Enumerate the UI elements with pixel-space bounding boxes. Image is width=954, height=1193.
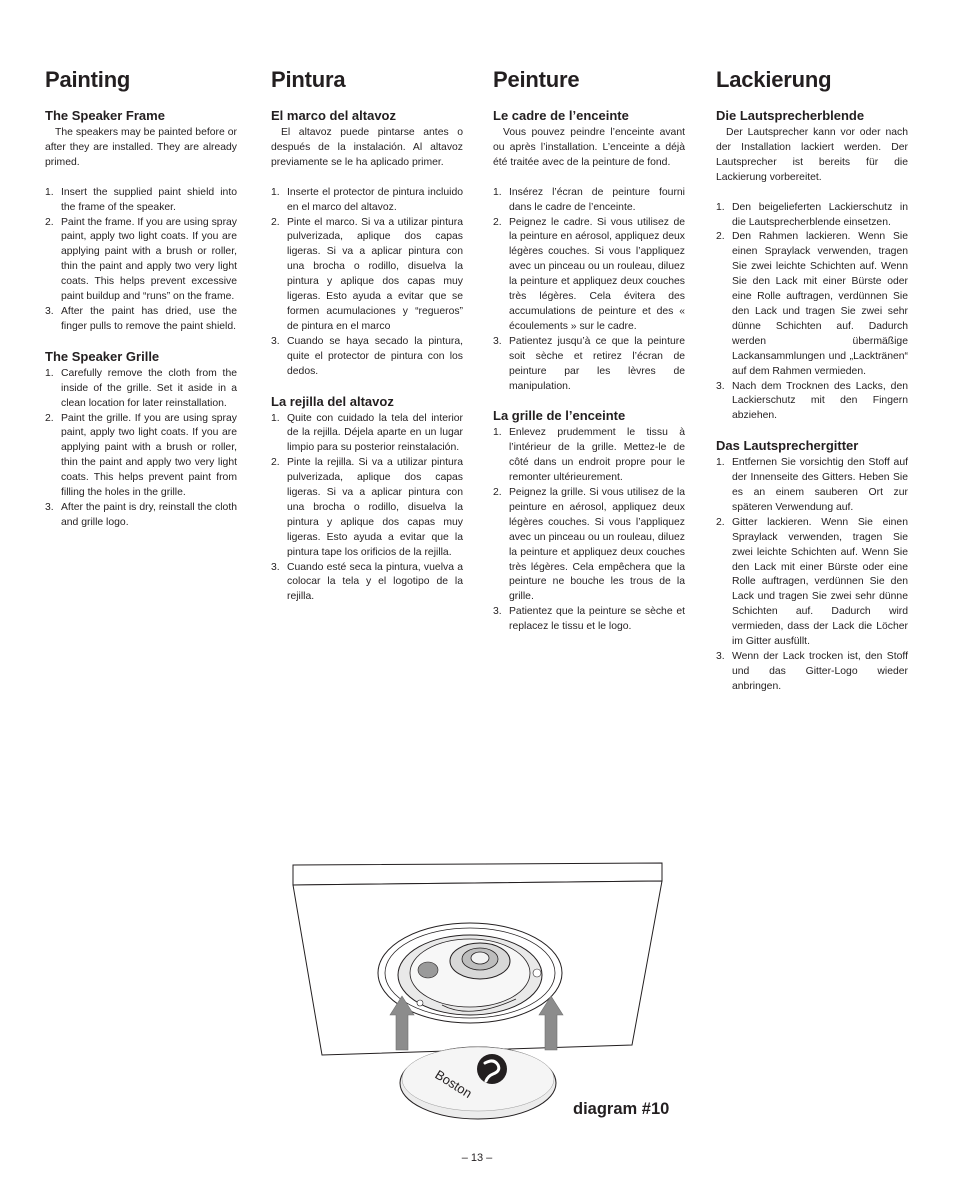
- list-item: 1. Quite con cuidado la tela del interior de la rejilla. Déjela aparte en un lugar limpio para su posterior reinstalación.: [271, 412, 463, 454]
- column-french: [493, 66, 685, 649]
- list-item: 1. Insert the supplied paint shield into the frame of the speaker.: [45, 186, 237, 213]
- boston-logo-icon: [477, 1054, 507, 1084]
- intro-paragraph: Vous pouvez peindre l’enceinte avant ou après l’installation. L’enceinte a déjà été traitée avec de la peinture de fond.: [493, 127, 685, 168]
- list-item: 3. After the paint has dried, use the finger pulls to remove the paint shield.: [45, 305, 237, 332]
- list-item: 2. Pinte la rejilla. Si va a utilizar pintura pulverizada, aplique dos capas ligeras. Si va a aplicar pintura con una brocha o rodillo, disuelva la pintura y aplique dos capas muy ligeras. Esto ayuda a evitar que la pintura tape los orificios de la rejilla.: [271, 457, 463, 558]
- step-list: [493, 186, 685, 395]
- diagram-label: diagram #10: [573, 1100, 670, 1118]
- list-item: 1. Enlevez prudemment le tissu à l’intérieur de la grille. Mettez-le de côté dans un endroit propre pour le remonter ultérieurement.: [493, 427, 685, 484]
- subsection-heading: La rejilla del altavoz: [271, 393, 394, 409]
- list-item: 2. Gitter lackieren. Wenn Sie einen Spraylack verwenden, tragen Sie zwei leichte Schichten auf. Wenn Sie den Lack mit einer Bürste oder eine Rolle auftragen, verdünnen Sie den Lack und tragen Sie zwei sehr dünne Schichten auf. Dadurch wird vermieden, dass der Lack die Löcher im Gitter ausfüllt.: [716, 516, 908, 648]
- step-list: [45, 186, 237, 335]
- step-list: [716, 456, 908, 695]
- list-item: 1. Entfernen Sie vorsichtig den Stoff auf der Innenseite des Gitters. Heben Sie es an einem sauberen Ort zur späteren Verwendung auf.: [716, 457, 908, 513]
- speaker-grille: [400, 1047, 556, 1119]
- step-list: [271, 186, 463, 380]
- intro-paragraph: Der Lautsprecher kann vor oder nach der Installation lackiert werden. Der Lautsprecher ist bereits für die Lackierung vorbereitet.: [716, 127, 908, 183]
- list-item: 1. Den beigelieferten Lackierschutz in die Lautsprecherblende einsetzen.: [716, 201, 908, 228]
- section-title: Pintura: [271, 67, 346, 92]
- list-item: 3. Patientez que la peinture se sèche et replacez le tissu et le logo.: [493, 606, 685, 633]
- subsection-heading: Das Lautsprechergitter: [716, 438, 859, 454]
- step-list: [493, 426, 685, 635]
- subsection-heading: Le cadre de l’enceinte: [493, 108, 629, 123]
- column-english: [45, 66, 237, 545]
- section-title: Painting: [45, 67, 131, 92]
- list-item: 2. Peignez la grille. Si vous utilisez de la peinture en aérosol, appliquez deux légères couches. Si vous l’appliquez avec un pinceau ou un rouleau, diluez la peinture et appliquez deux couches très légères. Cela empêchera que la peinture ne bouche les trous de la grille.: [493, 487, 685, 603]
- step-list: [271, 412, 463, 606]
- list-item: 2. Paint the frame. If you are using spray paint, apply two light coats. If you are applying paint with a brush or roller, thin the paint and apply two very light coats. This helps prevent excessive paint buildup and “runs” on the frame.: [45, 216, 237, 303]
- list-item: 2. Den Rahmen lackieren. Wenn Sie einen Spraylack verwenden, tragen Sie zwei leichte Schichten auf. Wenn Sie den Lack mit einer Bürste oder eine Rolle auftragen, verdünnen Sie den Lack und tragen Sie zwei sehr dünne Schichten auf. Dadurch werden übermäßige Lackansammlungen und „Lacktränen“ auf dem Rahmen vermieden.: [716, 231, 908, 377]
- step-list: [45, 367, 237, 531]
- subsection-heading: The Speaker Grille: [45, 348, 160, 364]
- list-item: 1. Carefully remove the cloth from the inside of the grille. Set it aside in a clean location for later reinstallation.: [45, 367, 237, 409]
- list-item: 2. Paint the grille. If you are using spray paint, apply two light coats. If you are applying paint with a brush or roller, thin the paint and apply two very light coats. This helps prevent paint from filling the holes in the grille.: [45, 412, 237, 499]
- intro-paragraph: El altavoz puede pintarse antes o después de la instalación. Al altavoz previamente se le ha aplicado primer.: [271, 127, 463, 168]
- step-list: [716, 201, 908, 425]
- list-item: 2. Peignez le cadre. Si vous utilisez de la peinture en aérosol, appliquez deux légères couches. Si vous l’appliquez avec un pinceau ou un rouleau, diluez la peinture et appliquez deux couches très légères. Cela évitera des accumulations de peinture et des « écoulements » sur le cadre.: [493, 216, 685, 332]
- subsection-heading: Die Lautsprecherblende: [716, 108, 865, 123]
- grille-logo-text: Boston: [432, 1066, 475, 1101]
- list-item: 3. Nach dem Trocknen des Lacks, den Lackierschutz mit den Fingern abziehen.: [716, 380, 908, 422]
- column-spanish: [271, 66, 463, 619]
- section-title: Lackierung: [716, 67, 832, 92]
- subsection-heading: El marco del altavoz: [271, 108, 396, 123]
- subsection-heading: La grille de l’enceinte: [493, 408, 626, 424]
- list-item: 3. Patientez jusqu’à ce que la peinture soit sèche et retirez l’écran de peinture par les lèvres de manipulation.: [493, 335, 685, 392]
- list-item: 3. Wenn der Lack trocken ist, den Stoff und das Gitter-Logo wieder anbringen.: [716, 651, 908, 692]
- list-item: 1. Inserte el protector de pintura incluido en el marco del altavoz.: [271, 186, 463, 213]
- subsection-heading: The Speaker Frame: [45, 108, 165, 123]
- list-item: 3. After the paint is dry, reinstall the cloth and grille logo.: [45, 501, 237, 528]
- list-item: 2. Pinte el marco. Si va a utilizar pintura pulverizada, aplique dos capas ligeras. Si va a aplicar pintura con una brocha o rodillo, disuelva la pintura y aplique dos capas muy ligeras. Esto ayuda a evitar que se formen acumulaciones y “regueros” de pintura en el marco: [271, 216, 463, 332]
- intro-paragraph: The speakers may be painted before or after they are installed. They are already primed.: [45, 127, 237, 168]
- page-number: – 13 –: [461, 1152, 493, 1164]
- column-german: [716, 66, 908, 709]
- list-item: 1. Insérez l’écran de peinture fourni dans le cadre de l’enceinte.: [493, 186, 685, 213]
- speaker-frame-illustration: [280, 855, 670, 1125]
- list-item: 3. Cuando esté seca la pintura, vuelva a colocar la tela y el logotipo de la rejilla.: [271, 561, 463, 603]
- section-title: Peinture: [493, 67, 580, 92]
- list-item: 3. Cuando se haya secado la pintura, quite el protector de pintura con los dedos.: [271, 335, 463, 377]
